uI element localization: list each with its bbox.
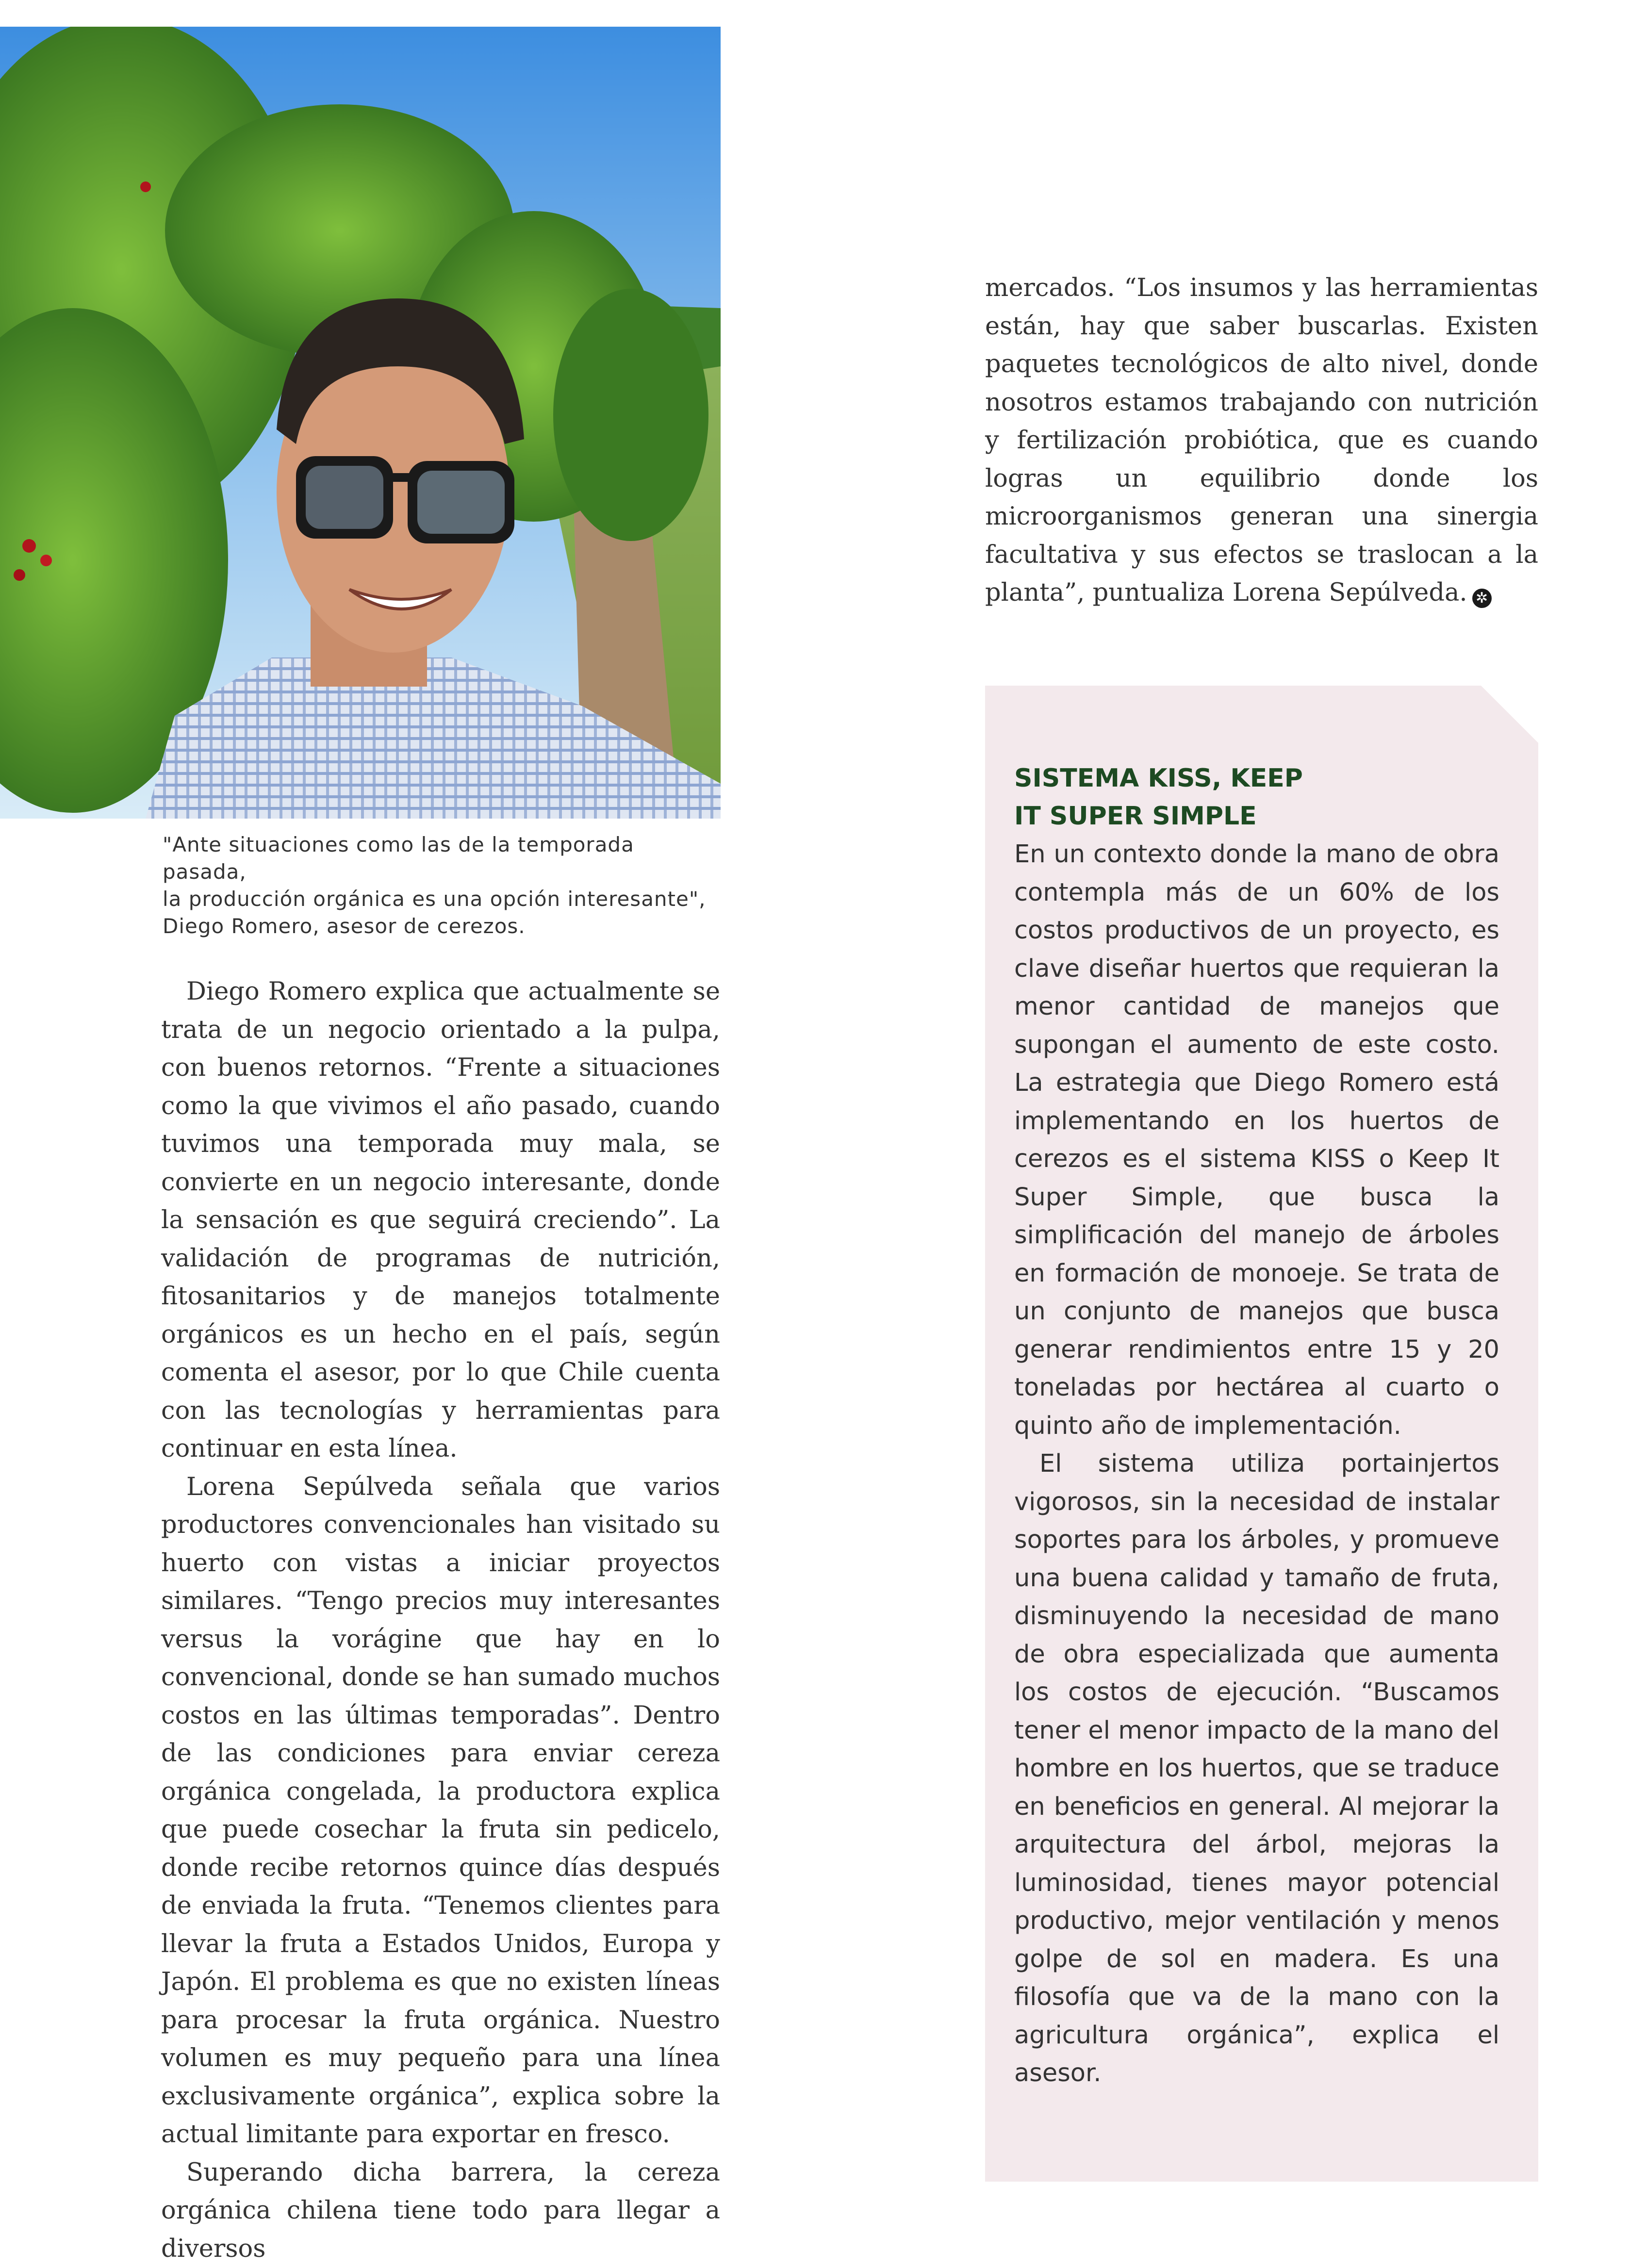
body-paragraph: Superando dicha barrera, la cereza orgánica chilena tiene todo para llegar a diversos: [161, 2154, 720, 2268]
continued-text: mercados. “Los insumos y las herramientas están, hay que saber buscarlas. Existen paquetes tecnológicos de alto nivel, donde nosotros estamos trabajando con nutrición y fertilización probiótica, que es cuando logras un equilibrio donde los microorganismos generan una sinergia facultativa y sus efectos se traslocan a la planta”, puntualiza Lorena Sepúlveda.: [985, 274, 1538, 607]
left-column-text: [161, 973, 720, 2268]
body-paragraph-continued: [985, 269, 1538, 612]
portrait-photo: [0, 27, 721, 819]
caption-line: Diego Romero, asesor de cerezos.: [163, 913, 721, 940]
caption-line: la producción orgánica es una opción interesante",: [163, 886, 721, 913]
sidebar-paragraph: En un contexto donde la mano de obra contempla más de un 60% de los costos productivos de un proyecto, es clave diseñar huertos que requieran la menor cantidad de manejos que supongan el aumento de este costo. La estrategia que Diego Romero está implementando en los huertos de cerezos es el sistema KISS o Keep It Super Simple, que busca la simplificación del manejo de árboles en formación de monoeje. Se trata de un conjunto de manejos que busca generar rendimientos entre 15 y 20 toneladas por hectárea al cuarto o quinto año de implementación.: [1014, 836, 1499, 1445]
sidebar-title-line: IT SUPER SIMPLE: [1014, 797, 1499, 835]
sidebar-body: [1014, 836, 1499, 2093]
orchard-selfie-image: [0, 27, 721, 819]
caption-line: "Ante situaciones como las de la temporada pasada,: [163, 831, 721, 886]
sidebar-title-line: SISTEMA KISS, KEEP: [1014, 759, 1499, 797]
right-column-text: [985, 269, 1538, 612]
photo-caption: [163, 831, 721, 940]
body-paragraph: Diego Romero explica que actualmente se trata de un negocio orientado a la pulpa, con buenos retornos. “Frente a situaciones como la que vivimos el año pasado, cuando tuvimos una temporada muy mala, se convierte en un negocio interesante, donde la sensación es que seguirá creciendo”. La validación de programas de nutrición, fitosanitarios y de manejos totalmente orgánicos es un hecho en el país, según comenta el asesor, por lo que Chile cuenta con las tecnologías y herramientas para continuar en esta línea.: [161, 973, 720, 1468]
sidebar-paragraph: El sistema utiliza portainjertos vigorosos, sin la necesidad de instalar soportes para los árboles, y promueve una buena calidad y tamaño de fruta, disminuyendo la necesidad de mano de obra especializada que aumenta los costos de ejecución. “Buscamos tener el menor impacto de la mano del hombre en los huertos, que se traduce en beneficios en general. Al mejorar la arquitectura del árbol, mejoras la luminosidad, tienes mayor potencial productivo, mejor ventilación y menos golpe de sol en madera. Es una filosofía que va de la mano con la agricultura orgánica”, explica el asesor.: [1014, 1445, 1499, 2093]
sidebar-title: [1014, 759, 1499, 835]
body-paragraph: Lorena Sepúlveda señala que varios productores convencionales han visitado su huerto con vistas a iniciar proyectos similares. “Tengo precios muy interesantes versus la vorágine que hay en lo convencional, donde se han sumado muchos costos en las últimas temporadas”. Dentro de las condiciones para enviar cereza orgánica congelada, la productora explica que puede cosechar la fruta sin pedicelo, donde recibe retornos quince días después de enviada la fruta. “Tenemos clientes para llevar la fruta a Estados Unidos, Europa y Japón. El problema es que no existen líneas para procesar la fruta orgánica. Nuestro volumen es muy pequeño para una línea exclusivamente orgánica”, explica sobre la actual limitante para exportar en fresco.: [161, 1468, 720, 2154]
article-end-icon: ✲: [1472, 589, 1492, 608]
